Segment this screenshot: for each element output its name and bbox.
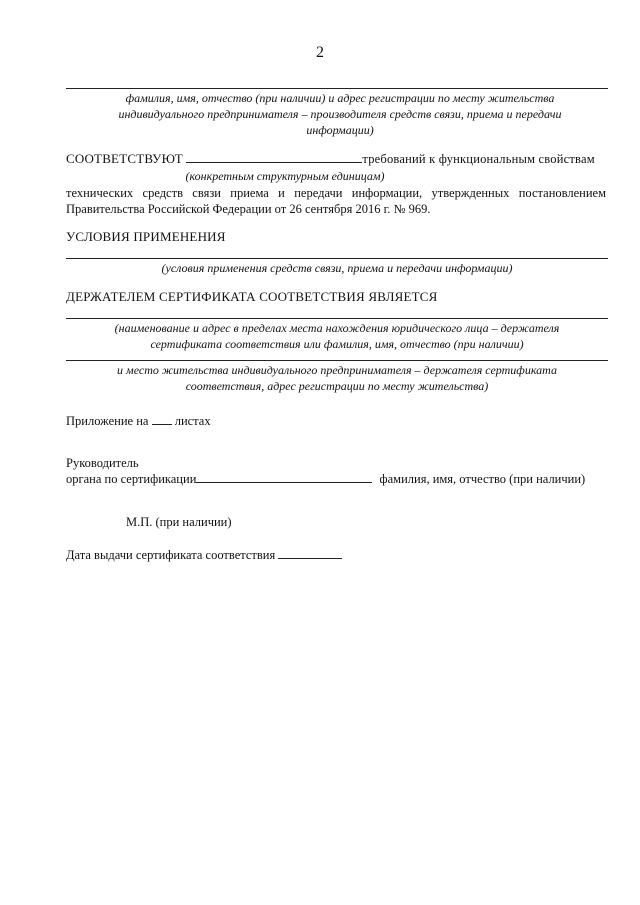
- signature-line-1: Руководитель: [66, 456, 139, 470]
- appendix-suffix: листах: [174, 414, 211, 428]
- appendix-blank: [152, 412, 172, 425]
- manufacturer-fill-line: [66, 88, 608, 89]
- conformity-row: [66, 150, 611, 167]
- signature-name-caption: фамилия, имя, отчество (при наличии): [379, 472, 586, 486]
- conditions-heading: УСЛОВИЯ ПРИМЕНЕНИЯ: [66, 229, 226, 244]
- holder-fill-line-1: [66, 318, 608, 319]
- issue-date-label: Дата выдачи сертификата соответствия: [66, 548, 276, 562]
- conditions-caption: (условия применения средств связи, приема и передачи информации): [161, 261, 513, 275]
- conformity-caption: (конкретным структурным единицам): [185, 169, 385, 183]
- signature-blank: [196, 470, 372, 483]
- stamp-note: М.П. (при наличии): [126, 515, 232, 529]
- manufacturer-caption: фамилия, имя, отчество (при наличии) и адрес регистрации по месту жительства индивидуального предпринимателя – производителя средств связи, приема и передачи информации): [118, 91, 562, 137]
- appendix-row: [66, 412, 211, 429]
- signature-line-2: органа по сертификации: [66, 472, 197, 486]
- appendix-prefix: Приложение на: [66, 414, 149, 428]
- issue-date-blank: [278, 546, 342, 559]
- conformity-label: СООТВЕТСТВУЮТ: [66, 151, 183, 166]
- conformity-blank: [186, 150, 362, 163]
- holder-caption-2: и место жительства индивидуального предпринимателя – держателя сертификата соответствия, адрес регистрации по месту жительства): [117, 363, 557, 393]
- issue-date-row: [66, 546, 342, 563]
- page-number: 2: [316, 44, 324, 61]
- holder-fill-line-2: [66, 360, 608, 361]
- signature-row: [66, 470, 585, 487]
- conditions-fill-line: [66, 258, 608, 259]
- conformity-text-after: требований к функциональным свойствам: [362, 152, 595, 166]
- holder-heading: ДЕРЖАТЕЛЕМ СЕРТИФИКАТА СООТВЕТСТВИЯ ЯВЛЯЕТСЯ: [66, 289, 438, 304]
- holder-caption-1: (наименование и адрес в пределах места нахождения юридического лица – держателя сертификата соответствия или фамилия, имя, отчество (при наличии): [114, 321, 560, 351]
- conformity-paragraph: технических средств связи приема и передачи информации, утвержденных постановлением Правительства Российской Федерации от 26 сентября 2016 г. № 969.: [66, 186, 606, 216]
